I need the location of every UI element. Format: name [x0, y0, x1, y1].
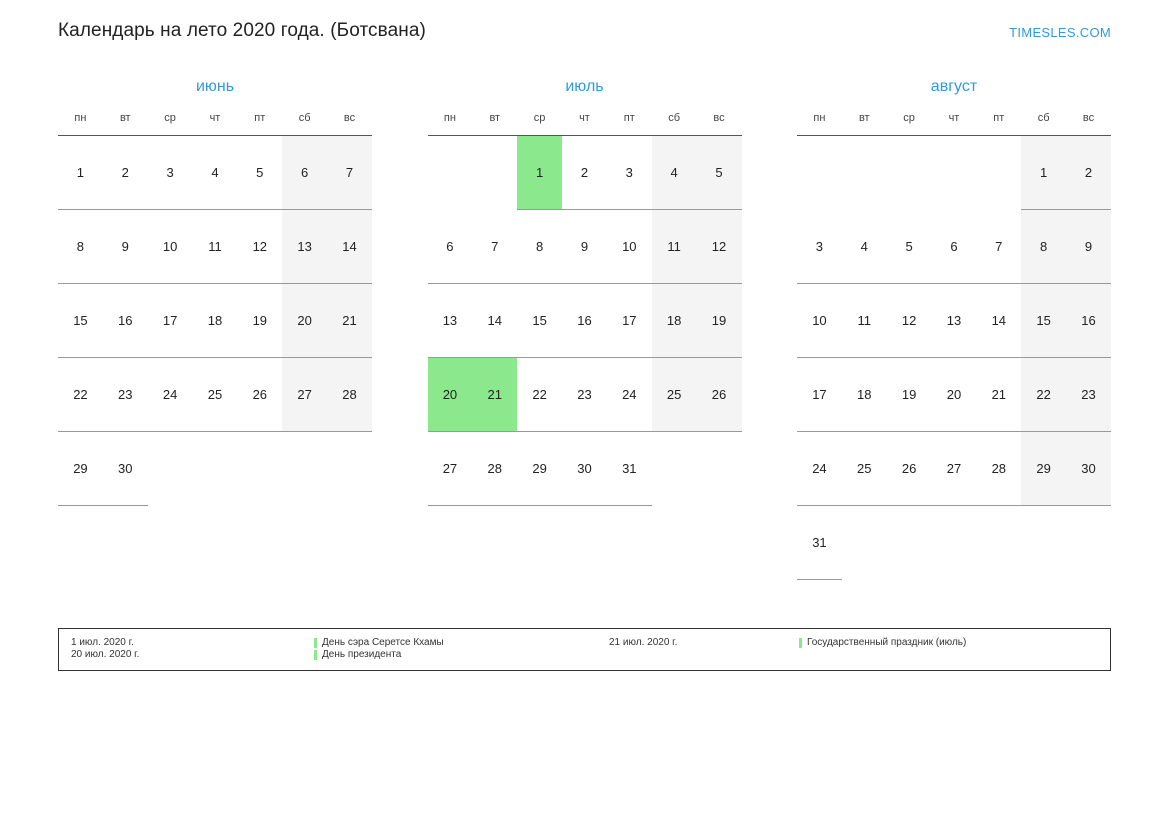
day-number: 25: [666, 387, 682, 402]
calendar-week-row: [428, 358, 742, 432]
day-number: 18: [207, 313, 223, 328]
day-number: 16: [118, 313, 133, 328]
day-cell[interactable]: [472, 432, 517, 506]
day-cell[interactable]: [327, 210, 372, 284]
calendar-grid-july: [428, 108, 742, 506]
day-number: 20: [946, 387, 962, 402]
legend-dates-right: [609, 637, 799, 661]
day-cell[interactable]: [193, 358, 238, 432]
day-number: 10: [812, 313, 827, 328]
day-cell[interactable]: [58, 210, 103, 284]
day-number: 19: [252, 313, 268, 328]
day-cell-empty: [148, 432, 193, 506]
day-cell[interactable]: [148, 358, 193, 432]
day-number: 8: [76, 239, 85, 254]
day-number: 30: [118, 461, 133, 476]
day-number: 9: [121, 239, 129, 254]
day-number: 22: [73, 387, 88, 402]
day-cell[interactable]: [797, 432, 842, 506]
holiday-legend: [58, 628, 1111, 671]
calendar-week-row: [797, 432, 1111, 506]
month-august: [797, 78, 1111, 580]
day-cell[interactable]: [237, 136, 282, 210]
weekday-sun: вс: [1066, 108, 1111, 136]
day-number: 13: [297, 239, 312, 254]
day-number: 17: [812, 387, 827, 402]
day-number: 24: [812, 461, 827, 476]
day-cell[interactable]: [607, 210, 652, 284]
weekday-thu: чт: [193, 108, 238, 136]
page-title: Календарь на лето 2020 года. (Ботсвана): [58, 20, 426, 41]
calendar-week-row: [58, 358, 372, 432]
day-cell[interactable]: [797, 506, 842, 580]
day-number: 23: [1081, 387, 1096, 402]
day-cell-empty: [976, 136, 1021, 210]
day-number: 3: [815, 239, 824, 254]
weekday-fri: пт: [607, 108, 652, 136]
calendar-body: [797, 136, 1111, 580]
day-cell[interactable]: [517, 432, 562, 506]
day-number: 13: [442, 313, 458, 328]
day-number: 12: [711, 239, 727, 254]
legend-holiday-entry: [799, 637, 1099, 649]
day-cell-empty: [472, 136, 517, 210]
day-number: 1: [535, 165, 544, 180]
day-cell[interactable]: [193, 284, 238, 358]
day-number: 23: [118, 387, 133, 402]
day-number: 28: [342, 387, 357, 402]
day-cell[interactable]: [562, 136, 607, 210]
month-name: июнь: [195, 78, 235, 95]
day-number: 9: [1084, 239, 1093, 254]
day-cell[interactable]: [103, 358, 148, 432]
weekday-tue: вт: [472, 108, 517, 136]
day-number: 24: [622, 387, 637, 402]
day-number: 2: [121, 165, 129, 180]
legend-date: 1 июл. 2020 г.: [71, 637, 134, 648]
day-cell[interactable]: [58, 136, 103, 210]
calendar-week-row: [797, 210, 1111, 284]
day-number: 4: [670, 165, 678, 180]
day-number: 20: [442, 387, 458, 402]
legend-names-right: [799, 637, 1099, 661]
weekday-tue: вт: [842, 108, 887, 136]
day-cell[interactable]: [697, 136, 742, 210]
day-cell-empty: [842, 136, 887, 210]
day-cell[interactable]: [103, 432, 148, 506]
day-number: 1: [76, 165, 85, 180]
calendar-week-row: [797, 358, 1111, 432]
day-cell[interactable]: [148, 210, 193, 284]
day-cell-empty: [652, 432, 697, 506]
day-number: 28: [991, 461, 1007, 476]
day-cell[interactable]: [58, 284, 103, 358]
day-cell[interactable]: [652, 284, 697, 358]
day-cell[interactable]: [327, 136, 372, 210]
calendar-week-row: [58, 432, 372, 506]
day-cell[interactable]: [327, 358, 372, 432]
day-cell[interactable]: [697, 358, 742, 432]
day-number: 18: [857, 387, 872, 402]
day-number: 17: [162, 313, 178, 328]
day-cell[interactable]: [842, 284, 887, 358]
day-cell[interactable]: [327, 284, 372, 358]
day-number: 4: [860, 239, 868, 254]
day-number: 15: [1036, 313, 1051, 328]
day-number: 6: [446, 239, 454, 254]
day-cell[interactable]: [58, 432, 103, 506]
day-number: 6: [950, 239, 958, 254]
day-cell[interactable]: [607, 284, 652, 358]
day-cell[interactable]: [517, 284, 562, 358]
day-number: 22: [532, 387, 547, 402]
day-cell[interactable]: [1066, 284, 1111, 358]
day-cell[interactable]: [562, 284, 607, 358]
day-cell-empty: [428, 136, 473, 210]
day-number: 11: [667, 239, 681, 254]
calendar-week-row: [428, 136, 742, 210]
day-cell[interactable]: [562, 358, 607, 432]
day-cell-holiday[interactable]: [472, 358, 517, 432]
day-cell[interactable]: [652, 358, 697, 432]
day-number: 11: [857, 313, 872, 328]
day-cell-empty: [327, 432, 372, 506]
weekday-header-row: [58, 108, 372, 136]
day-number: 20: [297, 313, 312, 328]
day-cell[interactable]: [237, 210, 282, 284]
day-number: 10: [622, 239, 637, 254]
day-cell[interactable]: [517, 358, 562, 432]
day-cell-empty: [193, 432, 238, 506]
day-number: 2: [580, 165, 589, 180]
day-cell-empty: [1066, 506, 1111, 580]
weekday-sun: вс: [697, 108, 742, 136]
day-cell[interactable]: [1066, 358, 1111, 432]
day-cell[interactable]: [428, 210, 473, 284]
day-number: 26: [252, 387, 268, 402]
day-number: 4: [211, 165, 219, 180]
day-number: 30: [577, 461, 592, 476]
calendar-body: [428, 136, 742, 506]
day-number: 29: [1036, 461, 1051, 476]
day-number: 21: [487, 387, 502, 402]
calendar-body: [58, 136, 372, 506]
day-cell[interactable]: [428, 284, 473, 358]
day-number: 5: [715, 165, 723, 180]
day-number: 26: [711, 387, 727, 402]
calendar-grid-june: [58, 108, 372, 506]
day-cell[interactable]: [842, 358, 887, 432]
day-number: 28: [487, 461, 502, 476]
day-cell-holiday[interactable]: [517, 136, 562, 210]
day-cell[interactable]: [562, 432, 607, 506]
day-number: 10: [162, 239, 178, 254]
day-cell[interactable]: [428, 432, 473, 506]
weekday-sat: сб: [652, 108, 697, 136]
day-cell[interactable]: [282, 358, 327, 432]
day-cell[interactable]: [976, 358, 1021, 432]
weekday-wed: ср: [887, 108, 932, 136]
day-number: 13: [946, 313, 962, 328]
day-number: 21: [342, 313, 357, 328]
legend-holiday-name: Государственный праздник (июль): [807, 637, 967, 648]
day-cell-empty: [237, 432, 282, 506]
weekday-sun: вс: [327, 108, 372, 136]
day-cell[interactable]: [697, 284, 742, 358]
day-number: 15: [73, 313, 88, 328]
day-number: 3: [625, 165, 633, 180]
day-cell[interactable]: [472, 284, 517, 358]
weekday-fri: пт: [976, 108, 1021, 136]
day-cell[interactable]: [1066, 210, 1111, 284]
day-cell[interactable]: [58, 358, 103, 432]
legend-dates-left: [71, 637, 314, 661]
day-number: 5: [256, 165, 264, 180]
day-number: 14: [342, 239, 357, 254]
holiday-color-swatch: [314, 638, 317, 648]
weekday-wed: ср: [517, 108, 562, 136]
day-cell[interactable]: [887, 358, 932, 432]
calendar-week-row: [428, 284, 742, 358]
day-cell[interactable]: [1066, 136, 1111, 210]
day-number: 7: [345, 165, 354, 180]
holiday-color-swatch: [799, 638, 802, 648]
day-cell[interactable]: [797, 358, 842, 432]
day-number: 7: [491, 239, 499, 254]
weekday-sat: сб: [282, 108, 327, 136]
day-number: 1: [1040, 165, 1048, 180]
day-cell[interactable]: [697, 210, 742, 284]
day-cell[interactable]: [1021, 210, 1066, 284]
weekday-fri: пт: [237, 108, 282, 136]
day-number: 14: [991, 313, 1007, 328]
legend-names-left: [314, 637, 609, 661]
day-cell[interactable]: [237, 284, 282, 358]
day-cell[interactable]: [887, 432, 932, 506]
months-container: [58, 78, 1111, 580]
day-cell[interactable]: [842, 210, 887, 284]
legend-holiday-entry: [314, 649, 609, 661]
month-july: [428, 78, 742, 580]
day-cell[interactable]: [652, 136, 697, 210]
weekday-header-row: [797, 108, 1111, 136]
calendar-week-row: [428, 210, 742, 284]
day-cell[interactable]: [282, 136, 327, 210]
weekday-mon: пн: [428, 108, 473, 136]
day-number: 15: [532, 313, 547, 328]
day-number: 7: [995, 239, 1003, 254]
day-cell-empty: [842, 506, 887, 580]
day-cell[interactable]: [932, 210, 977, 284]
day-number: 27: [297, 387, 312, 402]
legend-holiday-name: День сэра Серетсе Кхамы: [322, 637, 444, 648]
day-cell[interactable]: [1021, 136, 1066, 210]
day-cell[interactable]: [103, 136, 148, 210]
calendar-week-row: [58, 136, 372, 210]
day-number: 16: [577, 313, 592, 328]
day-number: 8: [535, 239, 544, 254]
day-cell[interactable]: [976, 210, 1021, 284]
day-cell-empty: [697, 432, 742, 506]
day-cell[interactable]: [976, 432, 1021, 506]
month-june: [58, 78, 372, 580]
day-cell[interactable]: [237, 358, 282, 432]
day-cell[interactable]: [1021, 432, 1066, 506]
day-cell[interactable]: [1021, 358, 1066, 432]
day-cell-empty: [932, 506, 977, 580]
day-number: 31: [622, 461, 637, 476]
day-cell-empty: [797, 136, 842, 210]
day-cell[interactable]: [282, 210, 327, 284]
day-number: 18: [666, 313, 682, 328]
day-number: 24: [162, 387, 178, 402]
day-number: 14: [487, 313, 502, 328]
day-cell[interactable]: [193, 136, 238, 210]
day-number: 31: [812, 535, 827, 550]
day-cell[interactable]: [103, 284, 148, 358]
day-cell[interactable]: [148, 136, 193, 210]
legend-holiday-entry: [314, 637, 609, 649]
weekday-wed: ср: [148, 108, 193, 136]
day-number: 29: [73, 461, 88, 476]
day-number: 16: [1081, 313, 1096, 328]
day-cell[interactable]: [517, 210, 562, 284]
day-cell[interactable]: [282, 284, 327, 358]
day-cell[interactable]: [148, 284, 193, 358]
legend-date: 21 июл. 2020 г.: [609, 637, 678, 648]
day-cell[interactable]: [932, 432, 977, 506]
day-cell-empty: [887, 136, 932, 210]
weekday-header-row: [428, 108, 742, 136]
day-cell-empty: [932, 136, 977, 210]
weekday-tue: вт: [103, 108, 148, 136]
day-number: 21: [991, 387, 1007, 402]
day-cell[interactable]: [193, 210, 238, 284]
day-cell-empty: [887, 506, 932, 580]
day-cell[interactable]: [1066, 432, 1111, 506]
day-number: 12: [252, 239, 268, 254]
day-cell[interactable]: [797, 210, 842, 284]
calendar-grid-august: [797, 108, 1111, 580]
day-cell[interactable]: [607, 136, 652, 210]
day-number: 9: [580, 239, 589, 254]
day-cell[interactable]: [842, 432, 887, 506]
day-number: 25: [857, 461, 872, 476]
day-number: 5: [905, 239, 913, 254]
day-cell[interactable]: [607, 432, 652, 506]
day-number: 2: [1084, 165, 1093, 180]
calendar-week-row: [428, 432, 742, 506]
site-brand-link[interactable]: TIMESLES.COM: [1009, 25, 1111, 40]
day-cell[interactable]: [976, 284, 1021, 358]
weekday-thu: чт: [932, 108, 977, 136]
day-number: 25: [207, 387, 223, 402]
weekday-sat: сб: [1021, 108, 1066, 136]
day-cell[interactable]: [652, 210, 697, 284]
month-name: июль: [565, 78, 604, 95]
day-cell-empty: [1021, 506, 1066, 580]
day-number: 23: [577, 387, 592, 402]
day-cell[interactable]: [607, 358, 652, 432]
day-number: 6: [301, 165, 309, 180]
day-number: 27: [946, 461, 962, 476]
day-number: 17: [622, 313, 637, 328]
weekday-mon: пн: [797, 108, 842, 136]
day-cell[interactable]: [103, 210, 148, 284]
weekday-mon: пн: [58, 108, 103, 136]
holiday-color-swatch: [314, 650, 317, 660]
day-number: 11: [208, 239, 222, 254]
calendar-week-row: [58, 210, 372, 284]
day-number: 27: [442, 461, 458, 476]
day-number: 30: [1081, 461, 1096, 476]
legend-date: 20 июл. 2020 г.: [71, 649, 140, 660]
day-cell[interactable]: [562, 210, 607, 284]
day-number: 29: [532, 461, 547, 476]
day-number: 19: [711, 313, 727, 328]
calendar-week-row: [797, 284, 1111, 358]
day-number: 19: [901, 387, 917, 402]
day-number: 8: [1040, 239, 1048, 254]
calendar-week-row: [797, 136, 1111, 210]
day-cell[interactable]: [932, 358, 977, 432]
day-cell[interactable]: [932, 284, 977, 358]
day-cell[interactable]: [887, 210, 932, 284]
legend-holiday-name: День президента: [322, 649, 402, 660]
calendar-week-row: [58, 284, 372, 358]
day-cell-empty: [976, 506, 1021, 580]
day-cell-holiday[interactable]: [428, 358, 473, 432]
page-header: [58, 20, 1111, 50]
calendar-week-row: [797, 506, 1111, 580]
month-name: август: [930, 78, 978, 95]
weekday-thu: чт: [562, 108, 607, 136]
day-cell[interactable]: [797, 284, 842, 358]
day-cell-empty: [282, 432, 327, 506]
day-cell[interactable]: [887, 284, 932, 358]
day-cell[interactable]: [472, 210, 517, 284]
day-number: 22: [1036, 387, 1051, 402]
day-number: 3: [166, 165, 174, 180]
day-cell[interactable]: [1021, 284, 1066, 358]
day-number: 26: [901, 461, 917, 476]
day-number: 12: [901, 313, 917, 328]
